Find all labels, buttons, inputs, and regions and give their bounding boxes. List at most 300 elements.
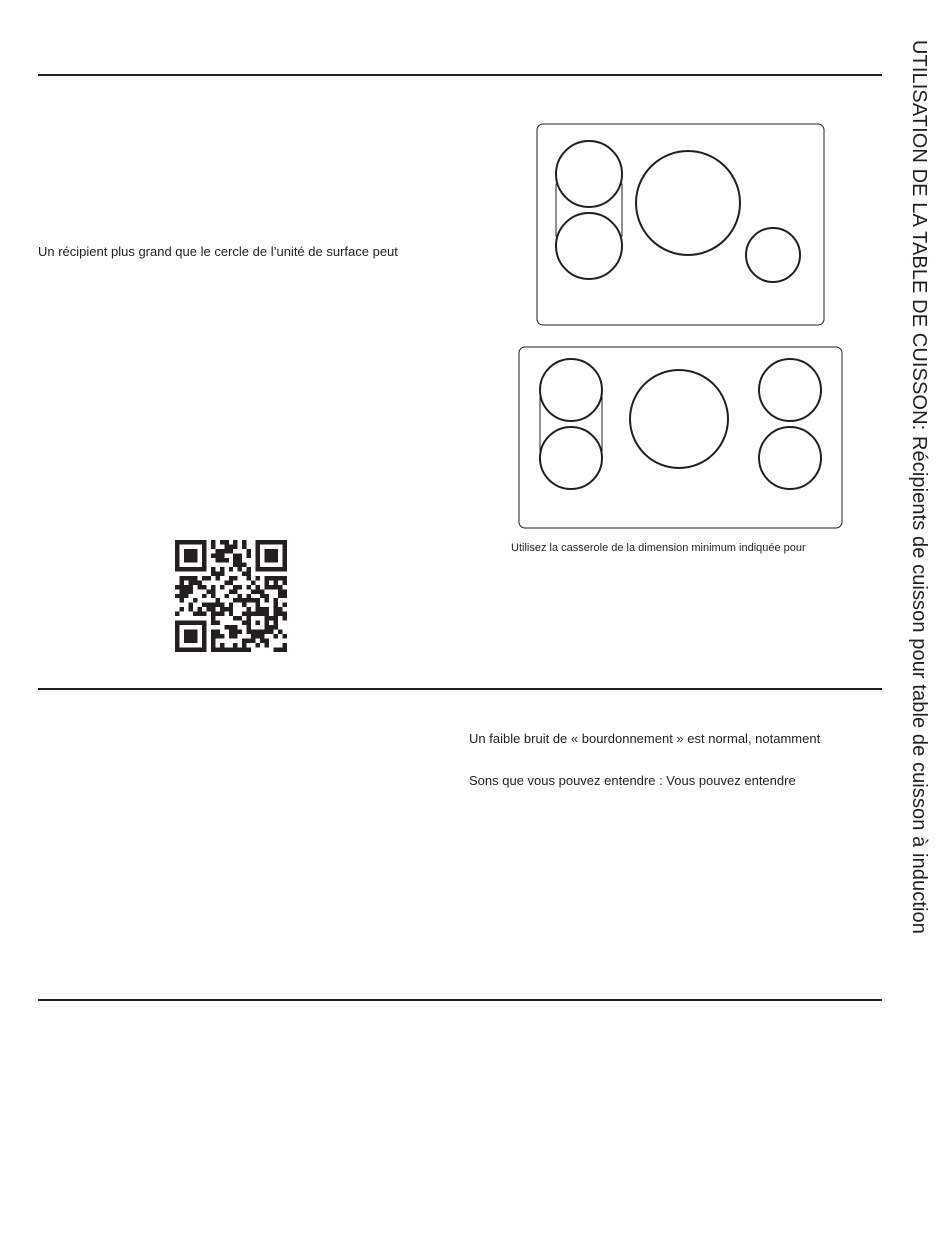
qr-module [265, 625, 269, 629]
burner-right-front [759, 427, 821, 489]
qr-module [278, 607, 282, 611]
qr-module [184, 549, 188, 553]
qr-module [233, 544, 237, 548]
qr-module [283, 558, 287, 562]
qr-module [202, 634, 206, 638]
qr-module [175, 612, 179, 616]
qr-module [206, 576, 210, 580]
qr-module [224, 607, 228, 611]
qr-module [184, 621, 188, 625]
qr-module [238, 598, 242, 602]
qr-module [251, 630, 255, 634]
qr-module [247, 612, 251, 616]
qr-module [211, 612, 215, 616]
qr-module [220, 567, 224, 571]
qr-module [179, 648, 183, 652]
qr-module [238, 567, 242, 571]
qr-module [242, 562, 246, 566]
qr-module [211, 648, 215, 652]
qr-module [224, 648, 228, 652]
qr-module [247, 549, 251, 553]
qr-module [179, 580, 183, 584]
bottom-rule [38, 999, 882, 1001]
qr-module [274, 540, 278, 544]
qr-module [179, 589, 183, 593]
qr-module [224, 549, 228, 553]
burner-left-rear [556, 141, 622, 207]
qr-module [274, 558, 278, 562]
qr-module [238, 594, 242, 598]
qr-module [274, 598, 278, 602]
qr-module [184, 540, 188, 544]
qr-module [256, 598, 260, 602]
qr-module [211, 634, 215, 638]
qr-module [269, 630, 273, 634]
qr-module [269, 576, 273, 580]
qr-module [274, 621, 278, 625]
qr-module [215, 576, 219, 580]
qr-module [247, 630, 251, 634]
qr-module [247, 567, 251, 571]
qr-module [224, 540, 228, 544]
qr-module [238, 553, 242, 557]
qr-module [202, 612, 206, 616]
qr-module [229, 630, 233, 634]
qr-module [211, 603, 215, 607]
qr-module [269, 558, 273, 562]
qr-module [283, 612, 287, 616]
qr-module [193, 598, 197, 602]
qr-module [215, 553, 219, 557]
qr-module [197, 607, 201, 611]
qr-module [211, 639, 215, 643]
qr-module [211, 544, 215, 548]
qr-module [233, 553, 237, 557]
qr-module [175, 540, 179, 544]
qr-module [175, 643, 179, 647]
qr-module [233, 616, 237, 620]
qr-module [211, 567, 215, 571]
qr-module [202, 558, 206, 562]
qr-module [188, 607, 192, 611]
qr-module [188, 576, 192, 580]
qr-module [229, 603, 233, 607]
qr-module [215, 612, 219, 616]
qr-module [256, 585, 260, 589]
qr-module [283, 562, 287, 566]
qr-module [193, 558, 197, 562]
qr-module [202, 594, 206, 598]
qr-module [256, 607, 260, 611]
qr-module [202, 643, 206, 647]
qr-module [175, 544, 179, 548]
qr-module [274, 612, 278, 616]
qr-module [233, 634, 237, 638]
qr-module [256, 562, 260, 566]
qr-module [215, 630, 219, 634]
burner-left-rear [540, 359, 602, 421]
qr-module [269, 585, 273, 589]
qr-module [242, 571, 246, 575]
qr-module [184, 589, 188, 593]
qr-module [265, 580, 269, 584]
qr-module [202, 544, 206, 548]
qr-module [278, 585, 282, 589]
qr-module [265, 607, 269, 611]
qr-module [193, 621, 197, 625]
qr-module [224, 544, 228, 548]
qr-module [238, 616, 242, 620]
qr-module [278, 612, 282, 616]
qr-module [175, 625, 179, 629]
qr-module [202, 540, 206, 544]
qr-module [175, 562, 179, 566]
qr-module [197, 621, 201, 625]
qr-module [193, 576, 197, 580]
qr-module [229, 549, 233, 553]
qr-module [179, 607, 183, 611]
qr-module [265, 585, 269, 589]
qr-module [184, 558, 188, 562]
qr-module [188, 549, 192, 553]
qr-module [202, 562, 206, 566]
qr-module [260, 639, 264, 643]
qr-module [278, 630, 282, 634]
qr-module [184, 585, 188, 589]
qr-module [278, 594, 282, 598]
qr-module [238, 558, 242, 562]
qr-module [202, 639, 206, 643]
qr-module [265, 549, 269, 553]
qr-module [220, 571, 224, 575]
qr-module [265, 639, 269, 643]
burner-left-front [556, 213, 622, 279]
qr-module [260, 612, 264, 616]
qr-module [229, 580, 233, 584]
qr-module [220, 648, 224, 652]
qr-module [256, 567, 260, 571]
qr-module [220, 585, 224, 589]
qr-module [193, 648, 197, 652]
qr-module [197, 540, 201, 544]
qr-module [184, 576, 188, 580]
qr-module [215, 621, 219, 625]
qr-module [269, 616, 273, 620]
qr-module [215, 598, 219, 602]
qr-module [220, 540, 224, 544]
qr-module [251, 612, 255, 616]
qr-module [202, 585, 206, 589]
qr-module [206, 603, 210, 607]
top-rule [38, 74, 882, 76]
qr-module [247, 598, 251, 602]
qr-module [193, 553, 197, 557]
qr-module [193, 630, 197, 634]
burner-left-front [540, 427, 602, 489]
qr-module [188, 648, 192, 652]
qr-module [274, 585, 278, 589]
qr-module [274, 634, 278, 638]
qr-module [274, 607, 278, 611]
qr-module [211, 589, 215, 593]
qr-module [247, 585, 251, 589]
qr-module [175, 630, 179, 634]
qr-module [197, 567, 201, 571]
qr-module [211, 607, 215, 611]
qr-module [193, 567, 197, 571]
qr-module [229, 607, 233, 611]
qr-module [224, 625, 228, 629]
qr-module [175, 553, 179, 557]
qr-module [256, 634, 260, 638]
qr-module [251, 589, 255, 593]
qr-module [193, 580, 197, 584]
qr-module [233, 558, 237, 562]
qr-module [247, 607, 251, 611]
qr-module [265, 553, 269, 557]
qr-module [206, 589, 210, 593]
qr-module [211, 594, 215, 598]
qr-module [197, 585, 201, 589]
qr-module [233, 540, 237, 544]
qr-module [265, 540, 269, 544]
qr-module [193, 639, 197, 643]
qr-module [256, 540, 260, 544]
qr-module [274, 616, 278, 620]
qr-module [278, 540, 282, 544]
qr-module [278, 648, 282, 652]
qr-module [278, 576, 282, 580]
qr-module [274, 603, 278, 607]
qr-module [265, 598, 269, 602]
qr-module [247, 571, 251, 575]
qr-module [269, 540, 273, 544]
qr-module [256, 544, 260, 548]
qr-module [188, 603, 192, 607]
qr-module [211, 621, 215, 625]
qr-module [283, 643, 287, 647]
qr-module [229, 589, 233, 593]
qr-module [193, 612, 197, 616]
qr-module [269, 567, 273, 571]
cooktop-diagram-five-zone [517, 345, 845, 531]
qr-module [184, 634, 188, 638]
qr-module [215, 558, 219, 562]
qr-module [184, 594, 188, 598]
qr-module [188, 558, 192, 562]
qr-module [211, 616, 215, 620]
qr-module [233, 625, 237, 629]
qr-module [260, 594, 264, 598]
qr-module [278, 567, 282, 571]
qr-module [202, 567, 206, 571]
qr-module [188, 589, 192, 593]
qr-module [256, 621, 260, 625]
cooktop-diagram-four-zone [535, 122, 827, 328]
qr-module [265, 616, 269, 620]
qr-module [283, 616, 287, 620]
qr-module [265, 643, 269, 647]
qr-module [179, 576, 183, 580]
qr-module [197, 612, 201, 616]
qr-module [256, 643, 260, 647]
qr-module [175, 585, 179, 589]
qr-module [256, 630, 260, 634]
qr-module [283, 544, 287, 548]
qr-module [274, 648, 278, 652]
qr-module [242, 603, 246, 607]
qr-module [193, 549, 197, 553]
pan-size-text: Un récipient plus grand que le cercle de l’unité de surface peut [38, 244, 398, 259]
qr-module [242, 612, 246, 616]
qr-module [247, 594, 251, 598]
qr-module [265, 576, 269, 580]
qr-module [175, 549, 179, 553]
qr-module [274, 553, 278, 557]
qr-module [260, 630, 264, 634]
qr-module [242, 544, 246, 548]
qr-module [179, 594, 183, 598]
qr-module [229, 612, 233, 616]
qr-module [215, 549, 219, 553]
qr-module [283, 589, 287, 593]
qr-module [233, 643, 237, 647]
qr-module [242, 643, 246, 647]
qr-module [202, 648, 206, 652]
qr-module [265, 621, 269, 625]
qr-module [256, 576, 260, 580]
diagram-caption: Utilisez la casserole de la dimension minimum indiquée pour [511, 542, 806, 554]
qr-module [247, 648, 251, 652]
qr-module [188, 540, 192, 544]
qr-module [179, 598, 183, 602]
qr-module [283, 576, 287, 580]
qr-module [197, 648, 201, 652]
qr-module [188, 639, 192, 643]
qr-module [202, 625, 206, 629]
qr-module [229, 576, 233, 580]
qr-module [193, 634, 197, 638]
qr-module [238, 648, 242, 652]
qr-module [265, 612, 269, 616]
qr-module [283, 580, 287, 584]
qr-module [220, 643, 224, 647]
qr-module [202, 603, 206, 607]
qr-module [283, 648, 287, 652]
sounds-text: Sons que vous pouvez entendre : Vous pouvez entendre [469, 773, 796, 788]
qr-module [224, 594, 228, 598]
qr-module [256, 549, 260, 553]
qr-module [202, 553, 206, 557]
qr-module [175, 648, 179, 652]
qr-module [233, 576, 237, 580]
qr-module [184, 567, 188, 571]
qr-module [247, 616, 251, 620]
burner-right-rear [759, 359, 821, 421]
qr-module [193, 540, 197, 544]
qr-module [188, 567, 192, 571]
qr-module [211, 630, 215, 634]
qr-module [233, 562, 237, 566]
qr-module [242, 639, 246, 643]
qr-module [238, 585, 242, 589]
qr-module [256, 612, 260, 616]
qr-module [283, 549, 287, 553]
qr-module [238, 562, 242, 566]
qr-module [188, 580, 192, 584]
qr-module [233, 585, 237, 589]
qr-module [283, 567, 287, 571]
qr-module [220, 607, 224, 611]
qr-module [175, 639, 179, 643]
qr-module [274, 576, 278, 580]
burner-right-small [746, 228, 800, 282]
qr-module [211, 540, 215, 544]
qr-module [211, 571, 215, 575]
qr-module [220, 612, 224, 616]
qr-module [247, 639, 251, 643]
qr-module [283, 603, 287, 607]
qr-module [283, 540, 287, 544]
qr-module [260, 634, 264, 638]
burner-center-large [636, 151, 740, 255]
side-title [907, 40, 930, 1190]
side-title-subtitle: Récipients de cuisson pour table de cuisson à induction [908, 435, 930, 934]
qr-module [224, 580, 228, 584]
qr-module [283, 594, 287, 598]
qr-module [269, 553, 273, 557]
qr-module [184, 648, 188, 652]
qr-module [242, 621, 246, 625]
qr-module [251, 598, 255, 602]
qr-module [202, 621, 206, 625]
qr-module [283, 553, 287, 557]
qr-module [233, 598, 237, 602]
qr-module [247, 621, 251, 625]
qr-module [211, 553, 215, 557]
qr-module [269, 625, 273, 629]
qr-module [220, 553, 224, 557]
qr-code [175, 540, 287, 652]
qr-module [283, 634, 287, 638]
qr-module [260, 567, 264, 571]
qr-module [188, 630, 192, 634]
qr-module [202, 549, 206, 553]
qr-module [256, 553, 260, 557]
qr-module [202, 630, 206, 634]
qr-module [179, 621, 183, 625]
qr-module [175, 634, 179, 638]
burner-center-large [630, 370, 728, 468]
qr-module [265, 567, 269, 571]
qr-module [256, 558, 260, 562]
qr-module [242, 540, 246, 544]
qr-module [256, 603, 260, 607]
qr-module [229, 625, 233, 629]
qr-module [251, 639, 255, 643]
qr-module [184, 639, 188, 643]
qr-module [265, 594, 269, 598]
qr-module [233, 589, 237, 593]
qr-module [202, 576, 206, 580]
qr-module [220, 558, 224, 562]
qr-module [215, 648, 219, 652]
qr-module [215, 571, 219, 575]
qr-module [274, 580, 278, 584]
qr-module [224, 558, 228, 562]
qr-module [260, 607, 264, 611]
qr-module [188, 634, 192, 638]
